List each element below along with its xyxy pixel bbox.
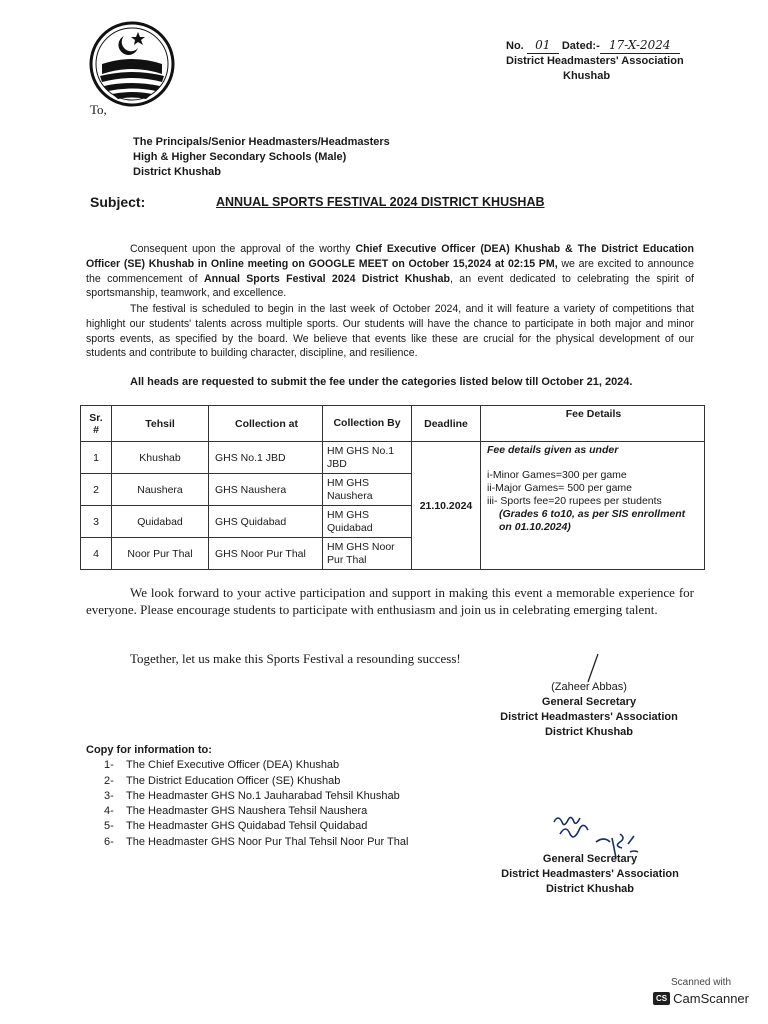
list-item (104, 835, 408, 850)
recipient-address (133, 135, 390, 180)
cell-tehsil: Naushera (112, 474, 209, 506)
header-org-city: Khushab (563, 70, 611, 82)
th-collection-at: Collection at (209, 406, 323, 442)
signatory-title: General Secretary (541, 696, 637, 708)
table-header-row (81, 406, 705, 442)
ref-no-label: No. (506, 40, 524, 52)
fee-item: iii- Sports fee=20 rupees per students (487, 495, 662, 507)
th-tehsil: Tehsil (112, 406, 209, 442)
signatory-org: District Headmasters' Association (500, 711, 678, 723)
p1-part-b: Chief Executive Officer (DEA) Khushab & The District Education Officer (SE) Khushab in Online meeting on GOOGLE MEET on October 15,2024 at 02:15 PM, (86, 243, 695, 270)
th-fee-details: Fee Details (481, 406, 705, 442)
list-item (104, 789, 408, 804)
item-number: 2- (104, 774, 114, 787)
cell-collection-by: HM GHS Naushera (323, 474, 412, 506)
copy-list (86, 743, 408, 850)
dated-value: 17-X-2024 (600, 38, 680, 54)
item-text: The Headmaster GHS Quidabad Tehsil Quidabad (126, 820, 368, 833)
watermark-line: Scanned with (670, 977, 732, 988)
item-text: The Headmaster GHS No.1 Jauharabad Tehsil Khushab (126, 789, 400, 802)
table-row (81, 442, 705, 474)
signatory-name: (Zaheer Abbas) (551, 681, 627, 693)
cell-sr: 3 (81, 506, 112, 538)
header-org: District Headmasters' Association (506, 55, 684, 67)
item-number: 6- (104, 835, 114, 848)
fee-item: ii-Major Games= 500 per game (487, 482, 633, 494)
cell-collection-at: GHS Naushera (209, 474, 323, 506)
heads-note: All heads are requested to submit the fee under the categories listed below till October 21, 2024. (130, 376, 633, 388)
p1-part-e: , an event dedicated to celebrating the spirit of sportsmanship, teamwork, and excellence. (86, 272, 694, 300)
cell-tehsil: Noor Pur Thal (112, 538, 209, 570)
recipient-line-1: The Principals/Senior Headmasters/Headmasters (133, 136, 390, 148)
fee-title: Fee details given as under (487, 444, 619, 456)
cell-collection-at: GHS No.1 JBD (209, 442, 323, 474)
item-number: 1- (104, 759, 114, 772)
to-label: To, (90, 102, 107, 117)
th-sr: Sr. # (81, 406, 112, 442)
signatory-city: District Khushab (544, 726, 633, 738)
copy-heading: Copy for information to: (86, 744, 212, 756)
cell-collection-by: HM GHS Noor Pur Thal (323, 538, 412, 570)
item-number: 3- (104, 789, 114, 802)
item-text: The Chief Executive Officer (DEA) Khushab (126, 759, 340, 772)
camscanner-watermark (646, 977, 756, 1006)
recipient-line-2: High & Higher Secondary Schools (Male) (133, 151, 347, 163)
recipient-line-3: District Khushab (133, 166, 222, 178)
th-deadline: Deadline (412, 406, 481, 442)
reference-block (506, 38, 684, 84)
fee-item: i-Minor Games=300 per game (487, 469, 627, 481)
cell-collection-at: GHS Noor Pur Thal (209, 538, 323, 570)
cell-collection-at: GHS Quidabad (209, 506, 323, 538)
item-text: The Headmaster GHS Naushera Tehsil Naushera (126, 805, 368, 818)
closing-paragraph (86, 584, 694, 618)
p3-text: We look forward to your active participation and support in making this event a memorable experience for everyone. Please encourage students to participate with enthusiasm and join us in celebrating emerging talent. (86, 585, 694, 617)
cell-collection-by: HM GHS Quidabad (323, 506, 412, 538)
camscanner-logo-icon: CS (653, 992, 670, 1005)
list-item (104, 774, 408, 789)
signatory-title: General Secretary (542, 853, 638, 865)
item-text: The Headmaster GHS Noor Pur Thal Tehsil Noor Pur Thal (126, 835, 409, 848)
cell-tehsil: Khushab (112, 442, 209, 474)
signatory-org: District Headmasters' Association (501, 868, 679, 880)
cell-tehsil: Quidabad (112, 506, 209, 538)
list-item (104, 804, 408, 819)
watermark-brand: CamScanner (673, 991, 749, 1006)
subject-text: ANNUAL SPORTS FESTIVAL 2024 DISTRICT KHUSHAB (216, 195, 545, 209)
signatory-city: District Khushab (545, 883, 634, 895)
cell-sr: 4 (81, 538, 112, 570)
item-text: The District Education Officer (SE) Khushab (126, 774, 341, 787)
dated-label: Dated:- (561, 40, 600, 52)
cell-sr: 1 (81, 442, 112, 474)
th-collection-by: Collection By (323, 406, 412, 442)
p2-text: The festival is scheduled to begin in the last week of October 2024, and it will feature a variety of competitions that highlight our students' talents across multiple sports. Our students will have the chance to participate in both major and minor sports events, as specified by the board. We believe that events like these are crucial for the physical development of our students and contribute to building character, discipline, and resilience. (86, 303, 694, 360)
signature-block-1 (494, 680, 684, 740)
p1-part-a: Consequent upon the approval of the worthy (130, 243, 356, 255)
p1-part-c: we are excited to announce the commencement of (86, 257, 694, 285)
list-item (104, 758, 408, 773)
punjab-emblem-icon (88, 20, 176, 108)
fee-note: (Grades 6 to10, as per SIS enrollment on 01.10.2024) (499, 508, 686, 533)
fee-table (80, 405, 705, 570)
body-paragraph-2 (86, 302, 694, 361)
item-number: 4- (104, 805, 114, 818)
list-item (104, 819, 408, 834)
p4-text: Together, let us make this Sports Festival a resounding success! (130, 651, 461, 666)
cell-collection-by: HM GHS No.1 JBD (323, 442, 412, 474)
cell-sr: 2 (81, 474, 112, 506)
subject-label: Subject: (90, 194, 146, 210)
cell-fee-details (481, 442, 705, 570)
ref-no-value: 01 (527, 38, 559, 54)
signature-block-2 (500, 852, 680, 897)
body-paragraph-1 (86, 242, 694, 301)
cell-deadline: 21.10.2024 (412, 442, 481, 570)
item-number: 5- (104, 820, 114, 833)
p1-part-d: Annual Sports Festival 2024 District Khushab (203, 272, 451, 285)
